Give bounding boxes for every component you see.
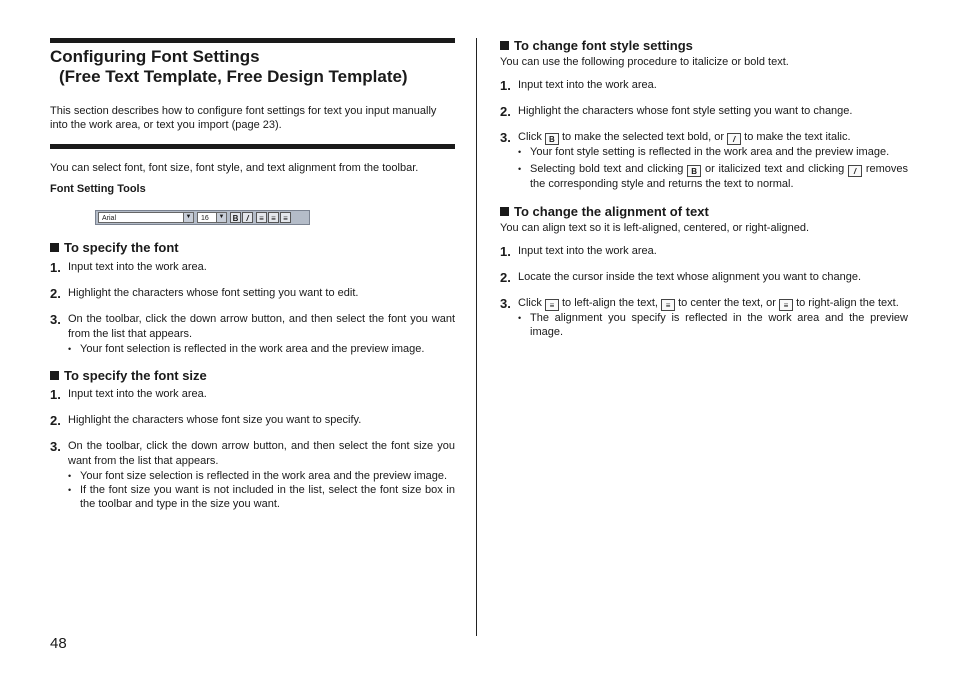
square-bullet-icon (500, 207, 509, 216)
font-section (50, 240, 455, 356)
bullet-list (500, 145, 908, 191)
right-column (500, 38, 908, 339)
text-fragment: to center the text, or (678, 297, 776, 309)
bold-icon: B (687, 165, 701, 177)
align-center-icon: ≡ (661, 299, 675, 311)
align-left-icon: ≡ (256, 212, 267, 223)
step-number: 2. (50, 286, 61, 301)
text-fragment: Click (518, 297, 542, 309)
step-number: 3. (500, 130, 511, 145)
left-column (50, 38, 455, 511)
list-item (530, 162, 908, 191)
heading-text: To specify the font size (64, 368, 207, 383)
align-left-icon: ≡ (545, 299, 559, 311)
tools-label: Font Setting Tools (50, 183, 146, 195)
title-rule-bottom (50, 144, 455, 149)
step-text: Highlight the characters whose font style setting you want to change. (518, 105, 853, 117)
step-text: Input text into the work area. (68, 261, 207, 273)
text-fragment: Click (518, 131, 542, 143)
step (50, 260, 455, 275)
step (50, 413, 455, 428)
text-fragment: to make the text italic. (744, 131, 851, 143)
step-number: 2. (50, 413, 61, 428)
bullet-list (500, 311, 908, 339)
step-text: Input text into the work area. (68, 388, 207, 400)
chevron-down-icon: ▼ (216, 213, 226, 222)
step-text (518, 296, 908, 311)
step-text: Highlight the characters whose font setting you want to edit. (68, 287, 359, 299)
section-heading (50, 240, 455, 256)
step-number: 1. (500, 244, 511, 259)
step (50, 312, 455, 342)
toolbar-intro: You can select font, font size, font style, and text alignment from the toolbar. (50, 162, 419, 174)
text-fragment: to left-align the text, (561, 297, 658, 309)
step-text: On the toolbar, click the down arrow button, and then select the font size you want from the list that appears. (68, 440, 455, 467)
font-select (98, 212, 194, 223)
size-section (50, 368, 455, 511)
italic-icon: / (727, 133, 741, 145)
align-buttons (256, 212, 291, 223)
step-text: Highlight the characters whose font size you want to specify. (68, 414, 362, 426)
align-right-icon: ≡ (280, 212, 291, 223)
step-number: 3. (50, 439, 61, 454)
page-title (50, 47, 455, 87)
font-size-value: 16 (201, 215, 209, 222)
chevron-down-icon: ▼ (183, 213, 193, 222)
bullet-list (50, 342, 455, 356)
bold-icon: B (230, 212, 241, 223)
step (500, 244, 908, 259)
step (500, 78, 908, 93)
list-item: • Your font selection is reflected in the work area and the preview image. (80, 342, 455, 356)
square-bullet-icon (500, 41, 509, 50)
text-fragment: to right-align the text. (796, 297, 899, 309)
bullet-list (50, 469, 455, 511)
heading-text: To change the alignment of text (514, 204, 709, 219)
font-select-value: Arial (102, 215, 117, 222)
align-right-icon: ≡ (779, 299, 793, 311)
step-number: 3. (500, 296, 511, 311)
step (50, 387, 455, 402)
square-bullet-icon (50, 243, 59, 252)
bold-icon: B (545, 133, 559, 145)
step-number: 2. (500, 104, 511, 119)
step-number: 1. (50, 260, 61, 275)
section-heading (50, 368, 455, 384)
title-rule-top (50, 38, 455, 43)
align-center-icon: ≡ (268, 212, 279, 223)
step-number: 1. (500, 78, 511, 93)
align-section (500, 204, 908, 339)
step (50, 286, 455, 301)
page-number: 48 (50, 635, 67, 652)
heading-text: To specify the font (64, 240, 179, 255)
list-item: • Your font style setting is reflected in the work area and the preview image. (530, 145, 908, 159)
step-text: Locate the cursor inside the text whose alignment you want to change. (518, 271, 862, 283)
section-heading (500, 204, 908, 220)
step-number: 3. (50, 312, 61, 327)
step (500, 104, 908, 119)
square-bullet-icon (50, 371, 59, 380)
title-line-1: Configuring Font Settings (50, 47, 260, 66)
italic-icon: / (242, 212, 253, 223)
style-buttons (230, 212, 253, 223)
step-text (518, 130, 908, 145)
section-heading (500, 38, 908, 54)
step-text: Input text into the work area. (518, 79, 657, 91)
section-intro: This section describes how to configure font settings for text you input manually into the work area, or text you import (page 23). (50, 105, 437, 131)
heading-text: To change font style settings (514, 38, 693, 53)
step (500, 130, 908, 145)
section-intro: You can use the following procedure to italicize or bold text. (500, 56, 789, 68)
section-intro: You can align text so it is left-aligned, centered, or right-aligned. (500, 222, 809, 234)
font-toolbar-image (95, 210, 310, 225)
step-number: 1. (50, 387, 61, 402)
title-line-2: (Free Text Template, Free Design Template) (59, 67, 408, 86)
text-fragment: or italicized text and clicking (704, 163, 845, 175)
step-text: Input text into the work area. (518, 245, 657, 257)
text-fragment: removes the corresponding style and returns the text to normal. (530, 163, 909, 190)
list-item: • If the font size you want is not included in the list, select the font size box in the toolbar and type in the size you want. (80, 483, 455, 511)
list-item: • Your font size selection is reflected in the work area and the preview image. (80, 469, 455, 483)
step-text: On the toolbar, click the down arrow button, and then select the font you want from the list that appears. (68, 313, 455, 340)
text-fragment: to make the selected text bold, or (561, 131, 725, 143)
step (500, 296, 908, 311)
font-size-select (197, 212, 227, 223)
italic-icon: / (848, 165, 862, 177)
step (500, 270, 908, 285)
column-divider (476, 38, 477, 636)
step-number: 2. (500, 270, 511, 285)
list-item: • The alignment you specify is reflected in the work area and the preview image. (530, 311, 908, 339)
style-section (500, 38, 908, 191)
step (50, 439, 455, 469)
text-fragment: Selecting bold text and clicking (530, 163, 684, 175)
